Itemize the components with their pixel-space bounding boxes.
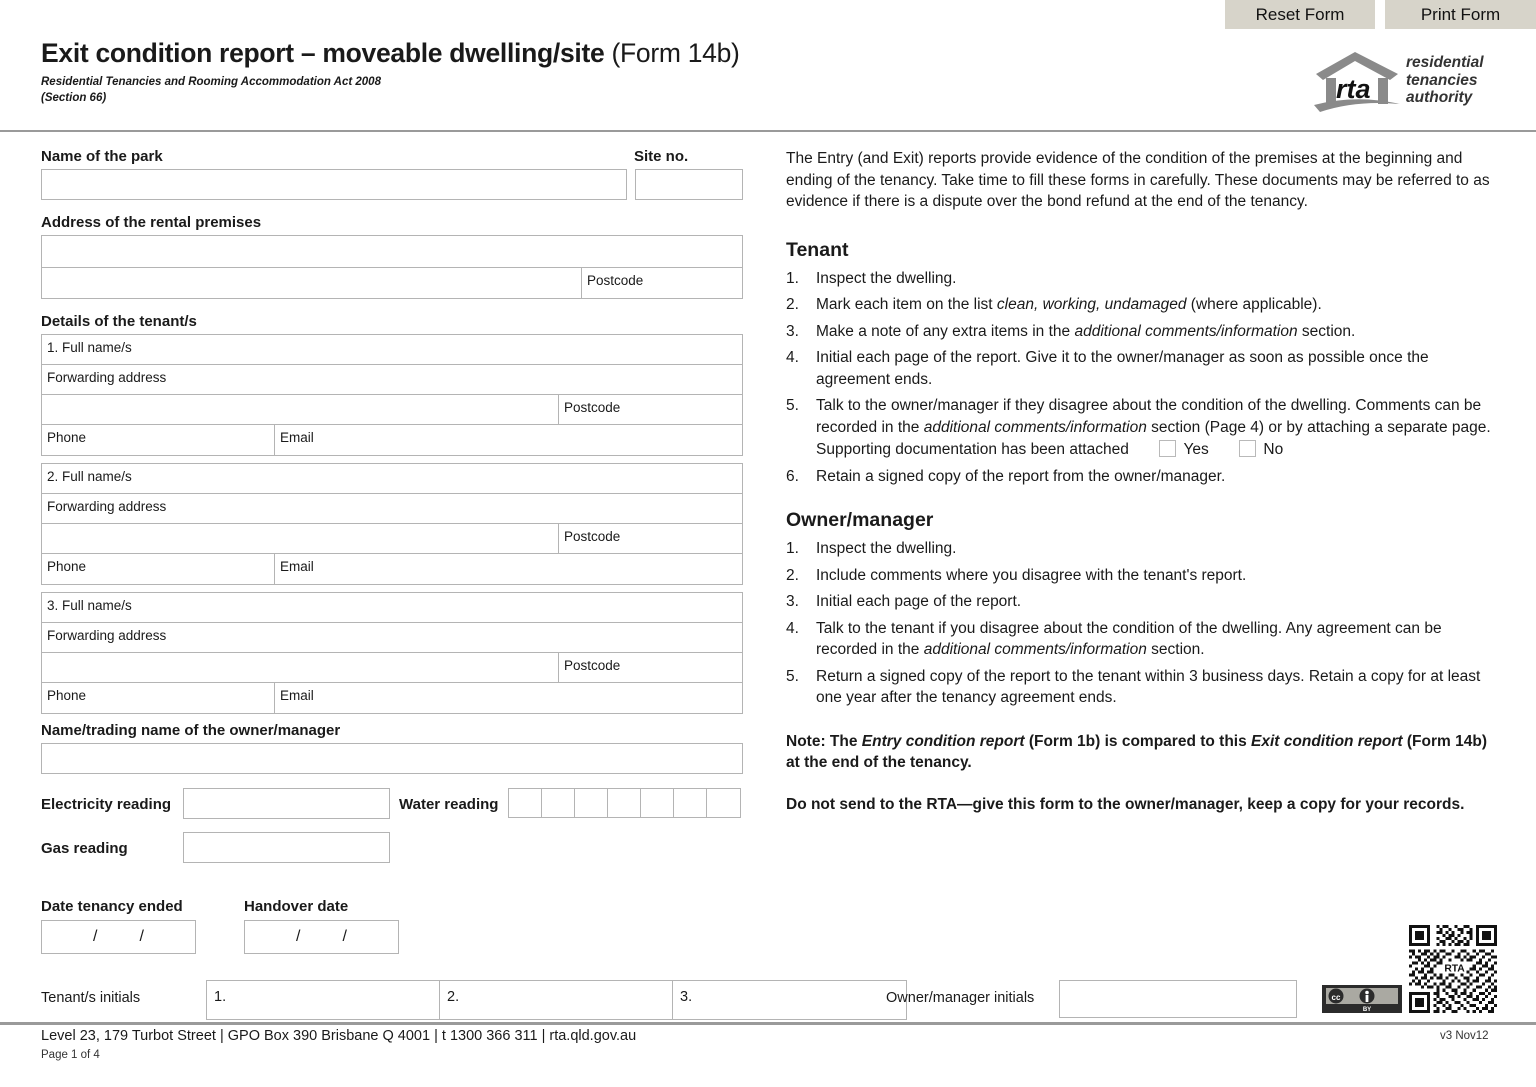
water-reading-cell[interactable] [542,789,575,817]
tenant-1-phone-input[interactable] [42,425,275,455]
tenant-1-email-label: Email [280,430,314,445]
tenant-initials-cell-3-number: 3. [680,989,693,1005]
svg-text:BY: BY [1362,1007,1372,1013]
tenant-initials-grid [206,980,907,1020]
rta-word-line-2: tenancies [1406,71,1478,89]
tenant-3-name-label: 3. Full name/s [47,598,132,613]
owner-step-5: 5. Return a signed copy of the report to the tenant within 3 business days. Retain a copy for at least one year after the tenancy agreement ends. [786,667,1481,706]
supporting-doc-no-label: No [1263,441,1284,458]
cc-by-icon [1322,985,1402,1013]
svg-text:cc: cc [1331,993,1341,1002]
address-line1-input[interactable] [41,235,743,267]
owner-steps-list [786,538,1496,709]
tenant-1-postcode-label: Postcode [564,400,621,415]
page-title [41,38,740,69]
tenant-section-heading: Tenant [786,238,849,261]
tenant-details-label: Details of the tenant/s [41,313,197,330]
electricity-reading-input[interactable] [183,788,390,819]
tenant-2-contact-row [42,554,742,584]
supporting-doc-label: Supporting documentation has been attached [816,441,1129,458]
water-reading-cell[interactable] [608,789,641,817]
gas-reading-label: Gas reading [41,840,128,857]
water-reading-cell[interactable] [707,789,740,817]
tenant-step-3: 3. Make a note of any extra items in the additional comments/information section. [786,321,1496,343]
date-tenancy-ended-label: Date tenancy ended [41,898,183,915]
owner-initials-label: Owner/manager initials [886,990,1035,1006]
tenant-step-5-number: 5. [786,397,799,414]
header-divider [0,130,1536,132]
tenant-1-fwd-row [42,365,742,395]
tenant-1-fwd-line2-input[interactable] [42,395,559,424]
tenant-1-postcode-row [42,395,742,425]
supporting-doc-no-checkbox[interactable] [1239,440,1256,457]
water-reading-label: Water reading [399,796,499,813]
dates-section [41,898,743,960]
tenant-step-4: 4. Initial each page of the report. Give it to the owner/manager as soon as possible once the agreement ends. [786,349,1429,388]
section-reference: (Section 66) [41,92,107,104]
owner-step-1-number: 1. [786,540,799,557]
tenant-step-6-number: 6. [786,467,799,485]
tenant-2-name-label: 2. Full name/s [47,469,132,484]
tenant-2-email-input[interactable] [275,554,742,584]
tenant-initials-cell-1[interactable] [207,981,440,1019]
svg-text:RTA: RTA [1444,963,1465,975]
tenant-3-phone-label: Phone [47,688,87,703]
rta-logo-wordmark [1406,54,1484,107]
tenant-3-fwd-input[interactable] [42,623,742,652]
tenant-2-name-input[interactable] [42,464,742,493]
owner-step-5-number: 5. [786,667,799,685]
handover-date-label: Handover date [244,898,349,915]
form-left-column [41,148,743,960]
supporting-doc-row [816,439,1496,461]
tenant-1-name-input[interactable] [42,335,742,364]
intro-paragraph: The Entry (and Exit) reports provide evidence of the condition of the premises at the beginning and ending of the tenancy. Take time to fill these forms in carefully. These documents may be referred to as evidence if there is a dispute over the bond refund at the end of the tenancy. [786,150,1490,210]
tenant-1-email-input[interactable] [275,425,742,455]
tenant-3-name-row [42,593,742,623]
handover-date-input[interactable] [244,920,399,954]
tenant-2-fwd-row [42,494,742,524]
tenant-3-email-input[interactable] [275,683,742,713]
address-postcode-cell[interactable] [581,267,743,299]
address-line2-input[interactable] [41,267,581,299]
tenant-3-postcode-label: Postcode [564,658,621,673]
date-separator-icon: / [342,928,347,945]
tenant-2-phone-input[interactable] [42,554,275,584]
tenant-3-fwd-line2-input[interactable] [42,653,559,682]
owner-step-2-number: 2. [786,566,799,584]
tenant-2-phone-label: Phone [47,559,87,574]
park-name-label: Name of the park [41,148,163,165]
water-reading-cell[interactable] [641,789,674,817]
print-form-button[interactable]: Print Form [1385,0,1536,29]
electricity-reading-label: Electricity reading [41,796,172,813]
tenant-3-email-label: Email [280,688,314,703]
water-reading-cell[interactable] [674,789,707,817]
meter-readings-section [41,788,743,890]
tenant-steps-list [786,268,1496,488]
owner-step-3: 3. Initial each page of the report. [786,591,1496,613]
tenant-step-2-number: 2. [786,296,799,313]
tenant-3-fwd-row [42,623,742,653]
tenant-initials-cell-1-number: 1. [214,989,227,1005]
creative-commons-badge [1322,985,1402,1013]
tenant-2-name-row [42,464,742,494]
date-separator-icon: / [139,928,144,945]
tenant-1-phone-label: Phone [47,430,87,445]
park-row [41,169,743,200]
tenant-2-fwd-line2-input[interactable] [42,524,559,553]
qr-code-icon [1409,925,1497,1013]
tenant-1-fwd-input[interactable] [42,365,742,394]
water-reading-cells[interactable] [508,788,741,818]
tenant-step-6: 6. Retain a signed copy of the report from the owner/manager. [786,466,1496,488]
tenant-block-2 [41,463,743,585]
document-header [0,30,1536,130]
tenant-3-name-input[interactable] [42,593,742,622]
act-reference: Residential Tenancies and Rooming Accommodation Act 2008 [41,76,381,88]
tenant-step-1-number: 1. [786,269,799,287]
rta-logo [1310,48,1510,118]
supporting-doc-yes-label: Yes [1183,441,1209,458]
owner-initials-input[interactable] [1059,980,1297,1018]
qr-code [1409,925,1497,1013]
site-no-label: Site no. [634,148,689,165]
tenant-1-postcode-input[interactable] [559,395,742,424]
tenant-2-postcode-label: Postcode [564,529,621,544]
tenant-3-postcode-row [42,653,742,683]
tenant-step-4-number: 4. [786,349,799,366]
page-title-main: Exit condition report – moveable dwelling/site [41,38,605,68]
tenant-3-postcode-input[interactable] [559,653,742,682]
tenant-block-3 [41,592,743,714]
tenant-1-name-label: 1. Full name/s [47,340,132,355]
tenant-initials-label: Tenant/s initials [41,990,141,1006]
site-no-input[interactable] [635,169,743,200]
water-reading-cell[interactable] [575,789,608,817]
rta-house-icon [1310,48,1405,116]
rta-word-line-3: authority [1406,89,1473,106]
tenant-2-fwd-label: Forwarding address [47,499,167,514]
tenant-step-3-number: 3. [786,322,799,340]
tenant-2-postcode-row [42,524,742,554]
footer-address: Level 23, 179 Turbot Street | GPO Box 390 Brisbane Q 4001 | t 1300 366 311 | rta.qld.gov.au [41,1028,637,1044]
owner-step-2: 2. Include comments where you disagree with the tenant's report. [786,565,1496,587]
note-paragraph: Note: The Entry condition report (Form 1b) is compared to this Exit condition report (Form 14b) at the end of the tenancy. [786,732,1487,771]
footer-divider [0,1022,1536,1025]
date-separator-icon: / [93,928,98,945]
form-toolbar [0,0,1536,30]
address-label: Address of the rental premises [41,214,262,231]
owner-step-3-number: 3. [786,593,799,610]
owner-step-4-number: 4. [786,619,799,637]
date-tenancy-ended-input[interactable] [41,920,196,954]
tenant-1-contact-row [42,425,742,455]
owner-step-4: 4. Talk to the tenant if you disagree about the condition of the dwelling. Any agreement can be recorded in the additional comments/information section. [786,619,1442,658]
tenant-2-email-label: Email [280,559,314,574]
address-line2-row [41,267,743,299]
tenant-3-fwd-label: Forwarding address [47,628,167,643]
owner-section-heading: Owner/manager [786,509,934,531]
page-title-form-number: (Form 14b) [611,38,740,68]
rta-word-line-1: residential [1406,54,1484,71]
owner-name-input[interactable] [41,743,743,774]
owner-name-label: Name/trading name of the owner/manager [41,722,341,739]
tenant-step-5: 5. Talk to the owner/manager if they disagree about the condition of the dwelling. Comments can be recorded in the additional comments/information section (Page 4) or by attaching a separate page. Supporting documentation has been attached Yes No [786,395,1496,461]
form-version: v3 Nov12 [1440,1030,1489,1042]
supporting-doc-yes-checkbox[interactable] [1159,440,1176,457]
tenant-3-phone-input[interactable] [42,683,275,713]
tenant-2-fwd-input[interactable] [42,494,742,523]
tenant-initials-cell-2-number: 2. [447,989,460,1005]
do-not-send-notice: Do not send to the RTA—give this form to the owner/manager, keep a copy for your records. [786,795,1465,813]
tenant-step-1: 1. Inspect the dwelling. [786,268,1496,290]
address-postcode-label: Postcode [587,273,644,288]
tenant-1-fwd-label: Forwarding address [47,370,167,385]
svg-text:rta: rta [1336,74,1371,104]
park-name-input[interactable] [41,169,627,200]
gas-reading-input[interactable] [183,832,390,863]
page-number: Page 1 of 4 [41,1049,100,1061]
tenant-block-1 [41,334,743,456]
tenant-1-name-row [42,335,742,365]
form-right-column [786,148,1496,815]
owner-step-1: 1. Inspect the dwelling. [786,538,1496,560]
tenant-3-contact-row [42,683,742,713]
tenant-2-postcode-input[interactable] [559,524,742,553]
initials-row [41,980,1496,1018]
tenant-initials-cell-2[interactable] [440,981,673,1019]
tenant-step-2: 2. Mark each item on the list clean, working, undamaged (where applicable). [786,294,1496,316]
tenant-initials-cell-3[interactable] [673,981,906,1019]
water-reading-cell[interactable] [509,789,542,817]
date-separator-icon: / [296,928,301,945]
reset-form-button[interactable]: Reset Form [1225,0,1375,29]
